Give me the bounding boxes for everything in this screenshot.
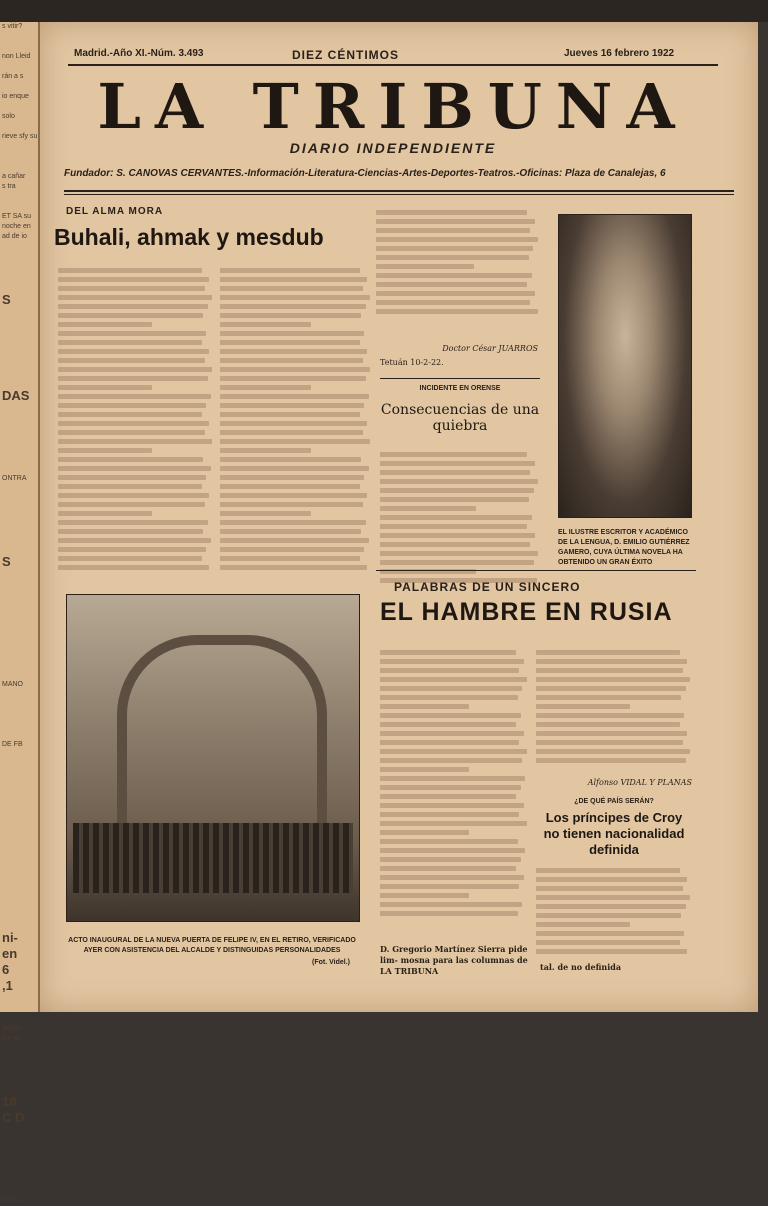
strip-fragment: 6 — [2, 962, 10, 977]
text-line — [58, 286, 205, 291]
article2-headline: Consecuencias de una quiebra — [380, 402, 540, 434]
text-line — [220, 412, 360, 417]
article3-headline: EL HAMBRE EN RUSIA — [380, 598, 673, 626]
text-line — [220, 511, 311, 516]
strip-fragment: s vitir? — [2, 23, 23, 30]
text-line — [220, 304, 366, 309]
text-line — [380, 470, 530, 475]
gate-photo-credit: (Fot. Videl.) — [312, 959, 350, 966]
strip-fragment — [0, 82, 38, 92]
strip-fragment — [0, 920, 38, 930]
text-line — [380, 776, 525, 781]
text-line — [220, 358, 363, 363]
text-line — [536, 668, 683, 673]
text-line — [380, 839, 518, 844]
strip-fragment — [0, 1084, 38, 1094]
article4-headline: Los príncipes de Croy no tienen nacionalidad definida — [543, 810, 685, 857]
strip-fragment — [0, 514, 38, 524]
text-line — [380, 650, 516, 655]
text-line — [376, 246, 533, 251]
text-line — [536, 877, 687, 882]
strip-fragment — [0, 1044, 38, 1054]
article3-rule — [376, 570, 696, 571]
text-line — [58, 466, 211, 471]
text-line — [536, 686, 686, 691]
strip-fragment — [0, 454, 38, 464]
text-line — [380, 875, 524, 880]
strip-fragment: DE FB — [2, 741, 23, 748]
text-line — [536, 940, 680, 945]
strip-fragment — [0, 994, 38, 1004]
strip-fragment — [0, 504, 38, 514]
strip-fragment: rieve sfy su — [2, 133, 38, 140]
strip-fragment — [0, 890, 38, 900]
text-line — [380, 497, 529, 502]
text-line — [58, 331, 206, 336]
text-line — [220, 484, 360, 489]
text-line — [58, 430, 205, 435]
strip-fragment — [0, 42, 38, 52]
strip-fragment — [0, 780, 38, 790]
text-line — [220, 529, 361, 534]
text-line — [58, 448, 152, 453]
text-line — [220, 556, 360, 561]
text-line — [58, 277, 209, 282]
strip-fragment — [0, 414, 38, 424]
text-line — [58, 502, 205, 507]
text-line — [58, 475, 206, 480]
portrait-photo — [558, 214, 692, 518]
strip-fragment — [0, 900, 38, 910]
article3-footer: D. Gregorio Martínez Sierra pide lim- mosna para las columnas de LA TRIBUNA — [380, 944, 528, 976]
text-line — [220, 286, 363, 291]
strip-fragment — [0, 1014, 38, 1024]
strip-fragment — [0, 570, 38, 580]
text-line — [220, 331, 364, 336]
strip-fragment — [0, 690, 38, 700]
article1-dateline: Tetuán 10-2-22. — [380, 358, 444, 367]
strip-fragment — [0, 162, 38, 172]
text-line — [58, 511, 152, 516]
text-line — [220, 475, 364, 480]
text-line — [220, 430, 363, 435]
strip-fragment: 18 — [2, 1094, 17, 1109]
text-line — [58, 421, 209, 426]
strip-fragment — [0, 650, 38, 660]
text-line — [376, 255, 529, 260]
text-line — [58, 349, 209, 354]
strip-fragment — [0, 630, 38, 640]
strip-fragment — [0, 282, 38, 292]
strip-fragment — [0, 192, 38, 202]
gate-caption: ACTO INAUGURAL DE LA NUEVA PUERTA DE FELIPE IV, EN EL RETIRO, VERIFICADO AYER CON ASISTENCIA DEL ALCALDE Y DISTINGUIDAS PERSONALIDADES — [68, 937, 356, 954]
strip-fragment: C D — [2, 1110, 25, 1125]
strip-fragment — [0, 1146, 38, 1156]
strip-fragment — [0, 142, 38, 152]
article4-footer: tal. de no definida — [540, 962, 622, 972]
top-rule — [68, 64, 718, 66]
text-line — [536, 931, 684, 936]
strip-fragment — [0, 800, 38, 810]
text-line — [376, 237, 538, 242]
strip-fragment — [0, 720, 38, 730]
text-line — [58, 313, 203, 318]
text-line — [380, 704, 469, 709]
strip-fragment — [0, 484, 38, 494]
text-line — [58, 304, 208, 309]
strip-fragment — [0, 378, 38, 388]
strip-fragment — [0, 750, 38, 760]
text-line — [536, 922, 630, 927]
strip-fragment — [0, 810, 38, 820]
article1-column-2 — [220, 264, 372, 590]
strip-fragment — [0, 820, 38, 830]
strip-fragment — [0, 32, 38, 42]
strip-fragment: a cañar — [2, 173, 26, 180]
text-line — [380, 794, 516, 799]
text-line — [220, 313, 361, 318]
strip-fragment — [0, 368, 38, 378]
strip-fragment: en — [2, 946, 18, 961]
strip-fragment — [0, 1136, 38, 1146]
strip-fragment — [0, 1176, 38, 1186]
text-line — [380, 830, 469, 835]
text-line — [220, 466, 369, 471]
article2-rule — [380, 378, 540, 379]
text-line — [220, 394, 369, 399]
strip-fragment: S — [2, 554, 11, 569]
text-line — [380, 659, 524, 664]
text-line — [380, 488, 534, 493]
text-line — [220, 502, 363, 507]
strip-fragment — [0, 242, 38, 252]
text-line — [58, 295, 212, 300]
text-line — [536, 913, 681, 918]
strip-fragment: io enque — [2, 93, 29, 100]
text-line — [536, 713, 684, 718]
text-line — [536, 749, 690, 754]
strip-fragment: DAS — [2, 388, 30, 403]
text-line — [58, 394, 211, 399]
strip-fragment — [0, 62, 38, 72]
text-line — [380, 884, 519, 889]
text-line — [58, 322, 152, 327]
portrait-caption: EL ILUSTRE ESCRITOR Y ACADÉMICO DE LA LENGUA, D. EMILIO GUTIÉRREZ GAMERO, CUYA ÚLTIMA NOVELA HA OBTENIDO UN GRAN ÉXITO — [558, 529, 690, 566]
strip-fragment — [0, 252, 38, 262]
text-line — [58, 493, 209, 498]
strip-fragment: ión en — [2, 1035, 22, 1042]
text-line — [380, 803, 524, 808]
text-line — [376, 300, 530, 305]
price: DIEZ CÉNTIMOS — [292, 48, 400, 62]
strip-fragment — [0, 730, 38, 740]
strip-fragment — [0, 1156, 38, 1166]
strip-fragment — [0, 308, 38, 318]
text-line — [380, 542, 530, 547]
text-line — [220, 340, 360, 345]
text-line — [380, 533, 535, 538]
strip-fragment — [0, 850, 38, 860]
text-line — [380, 848, 525, 853]
strip-fragment: non Lleid — [2, 53, 31, 60]
strip-fragment — [0, 880, 38, 890]
article2-kicker: INCIDENTE EN ORENSE — [419, 385, 501, 392]
text-line — [58, 412, 202, 417]
text-line — [380, 524, 527, 529]
text-line — [220, 439, 370, 444]
text-line — [220, 277, 367, 282]
text-line — [380, 893, 469, 898]
text-line — [220, 268, 360, 273]
strip-fragment — [0, 1126, 38, 1136]
strip-fragment — [0, 444, 38, 454]
background-top — [0, 0, 768, 22]
text-line — [380, 713, 521, 718]
text-line — [536, 695, 681, 700]
text-line — [220, 322, 311, 327]
text-line — [380, 506, 476, 511]
text-line — [58, 484, 202, 489]
strip-fragment — [0, 640, 38, 650]
crowd — [73, 823, 353, 893]
text-line — [536, 650, 680, 655]
text-line — [376, 219, 535, 224]
text-line — [376, 273, 532, 278]
strip-fragment — [0, 600, 38, 610]
strip-fragment — [0, 710, 38, 720]
strip-fragment: ,1 — [2, 978, 13, 993]
text-line — [58, 367, 212, 372]
strip-fragment — [0, 1004, 38, 1014]
strip-fragment — [0, 830, 38, 840]
text-line — [536, 659, 687, 664]
strip-fragment: ad de io — [2, 233, 27, 240]
strip-fragment — [0, 328, 38, 338]
text-line — [58, 358, 205, 363]
strip-fragment — [0, 318, 38, 328]
strip-fragment — [0, 1166, 38, 1176]
strip-fragment: noche en — [2, 223, 31, 230]
text-line — [58, 457, 203, 462]
strip-fragment — [0, 544, 38, 554]
article2-body — [380, 448, 540, 588]
strip-fragment — [0, 348, 38, 358]
text-line — [380, 722, 516, 727]
text-line — [536, 886, 683, 891]
text-line — [380, 911, 518, 916]
strip-fragment: ET SA su — [2, 213, 32, 220]
text-line — [376, 228, 530, 233]
strip-fragment — [0, 434, 38, 444]
text-line — [536, 704, 630, 709]
retiro-gate-photo — [66, 594, 360, 922]
text-line — [220, 520, 366, 525]
text-line — [58, 529, 203, 534]
text-line — [380, 812, 519, 817]
article1-kicker: DEL ALMA MORA — [66, 206, 164, 217]
text-line — [380, 866, 516, 871]
text-line — [380, 452, 527, 457]
text-line — [220, 565, 367, 570]
header-rule-thin — [64, 194, 734, 195]
text-line — [376, 309, 538, 314]
text-line — [58, 268, 202, 273]
text-line — [220, 421, 367, 426]
strip-fragment — [0, 202, 38, 212]
text-line — [380, 731, 524, 736]
text-line — [380, 749, 527, 754]
strip-fragment — [0, 1054, 38, 1064]
text-line — [536, 731, 687, 736]
text-line — [220, 547, 364, 552]
strip-fragment: solo — [2, 113, 15, 120]
text-line — [380, 461, 535, 466]
masthead-subtitle: DIARIO INDEPENDIENTE — [289, 140, 497, 156]
text-line — [376, 210, 527, 215]
article3-column-1 — [380, 646, 528, 936]
strip-fragment: Redac- — [2, 1025, 25, 1032]
text-line — [58, 556, 202, 561]
text-line — [220, 403, 364, 408]
text-line — [380, 821, 527, 826]
header-rule — [64, 190, 734, 192]
text-line — [380, 515, 532, 520]
strip-fragment — [0, 404, 38, 414]
strip-fragment: MANO — [2, 681, 23, 688]
text-line — [536, 904, 686, 909]
text-line — [58, 376, 208, 381]
strip-fragment — [0, 590, 38, 600]
strip-fragment: rán a s — [2, 73, 24, 80]
text-line — [380, 668, 519, 673]
strip-fragment — [0, 464, 38, 474]
strip-fragment — [0, 272, 38, 282]
text-line — [220, 376, 366, 381]
text-line — [220, 448, 311, 453]
text-line — [220, 538, 369, 543]
text-line — [220, 349, 367, 354]
text-line — [380, 767, 469, 772]
text-line — [220, 385, 311, 390]
strip-fragment — [0, 424, 38, 434]
strip-fragment — [0, 620, 38, 630]
issue-date: Jueves 16 febrero 1922 — [564, 48, 675, 59]
text-line — [536, 677, 690, 682]
text-line — [58, 385, 152, 390]
strip-fragment — [0, 262, 38, 272]
strip-fragment — [0, 770, 38, 780]
text-line — [380, 560, 534, 565]
text-line — [376, 291, 535, 296]
strip-fragment — [0, 860, 38, 870]
text-line — [536, 949, 687, 954]
issue-number: Madrid.-Año XI.-Núm. 3.493 — [74, 48, 204, 59]
article1-column-3 — [376, 206, 540, 326]
strip-fragment — [0, 670, 38, 680]
strip-fragment — [0, 610, 38, 620]
article3-signature: Alfonso VIDAL Y PLANAS — [587, 778, 692, 787]
article1-signature: Doctor César JUARROS — [442, 344, 538, 353]
text-line — [220, 493, 367, 498]
strip-fragment — [0, 700, 38, 710]
article4-body — [536, 864, 692, 960]
founders-line: Fundador: S. CANOVAS CERVANTES.-Información-Literatura-Ciencias-Artes-Deportes-Teatros.-Oficinas: Plaza de Canalejas, 6 — [64, 168, 666, 179]
strip-fragment — [0, 870, 38, 880]
text-line — [536, 868, 680, 873]
text-line — [376, 282, 527, 287]
text-line — [220, 367, 370, 372]
article4-kicker: ¿DE QUÉ PAÍS SERÁN? — [574, 798, 654, 805]
strip-fragment — [0, 534, 38, 544]
text-line — [220, 457, 361, 462]
text-line — [380, 686, 522, 691]
text-line — [380, 785, 521, 790]
text-line — [58, 565, 209, 570]
text-line — [220, 295, 370, 300]
text-line — [380, 902, 522, 907]
article1-headline: Buhali, ahmak y mesdub — [54, 224, 324, 250]
strip-fragment — [0, 358, 38, 368]
strip-fragment: ni- — [2, 930, 18, 945]
strip-fragment — [0, 152, 38, 162]
text-line — [536, 895, 690, 900]
text-line — [536, 758, 686, 763]
strip-fragment — [0, 122, 38, 132]
strip-fragment — [0, 910, 38, 920]
strip-fragment — [0, 1064, 38, 1074]
strip-fragment — [0, 494, 38, 504]
article3-column-2 — [536, 646, 692, 774]
text-line — [58, 538, 211, 543]
strip-fragment: 21-21 — [2, 1197, 20, 1204]
text-line — [58, 439, 212, 444]
text-line — [380, 677, 527, 682]
strip-fragment — [0, 102, 38, 112]
text-line — [380, 758, 522, 763]
text-line — [536, 722, 680, 727]
article1-column-1 — [58, 264, 214, 590]
text-line — [380, 551, 538, 556]
text-line — [58, 340, 202, 345]
strip-fragment — [0, 660, 38, 670]
text-line — [58, 520, 208, 525]
strip-fragment — [0, 1186, 38, 1196]
strip-fragment — [0, 1074, 38, 1084]
masthead-title: LA TRIBUNA — [97, 70, 689, 143]
text-line — [380, 857, 521, 862]
text-line — [380, 479, 538, 484]
strip-fragment — [0, 580, 38, 590]
text-line — [58, 403, 206, 408]
strip-fragment — [0, 790, 38, 800]
text-line — [380, 740, 519, 745]
text-line — [380, 695, 518, 700]
strip-fragment — [0, 524, 38, 534]
newspaper-page — [40, 22, 758, 1012]
strip-fragment: ONTRA — [2, 475, 27, 482]
adjacent-page-strip — [0, 22, 40, 1204]
article3-kicker: PALABRAS DE UN SINCERO — [394, 580, 581, 594]
text-line — [58, 547, 206, 552]
strip-fragment: S — [2, 292, 11, 307]
strip-fragment — [0, 338, 38, 348]
strip-fragment — [0, 760, 38, 770]
text-line — [376, 264, 474, 269]
strip-fragment — [0, 840, 38, 850]
strip-fragment: s tra — [2, 183, 16, 190]
text-line — [536, 740, 683, 745]
